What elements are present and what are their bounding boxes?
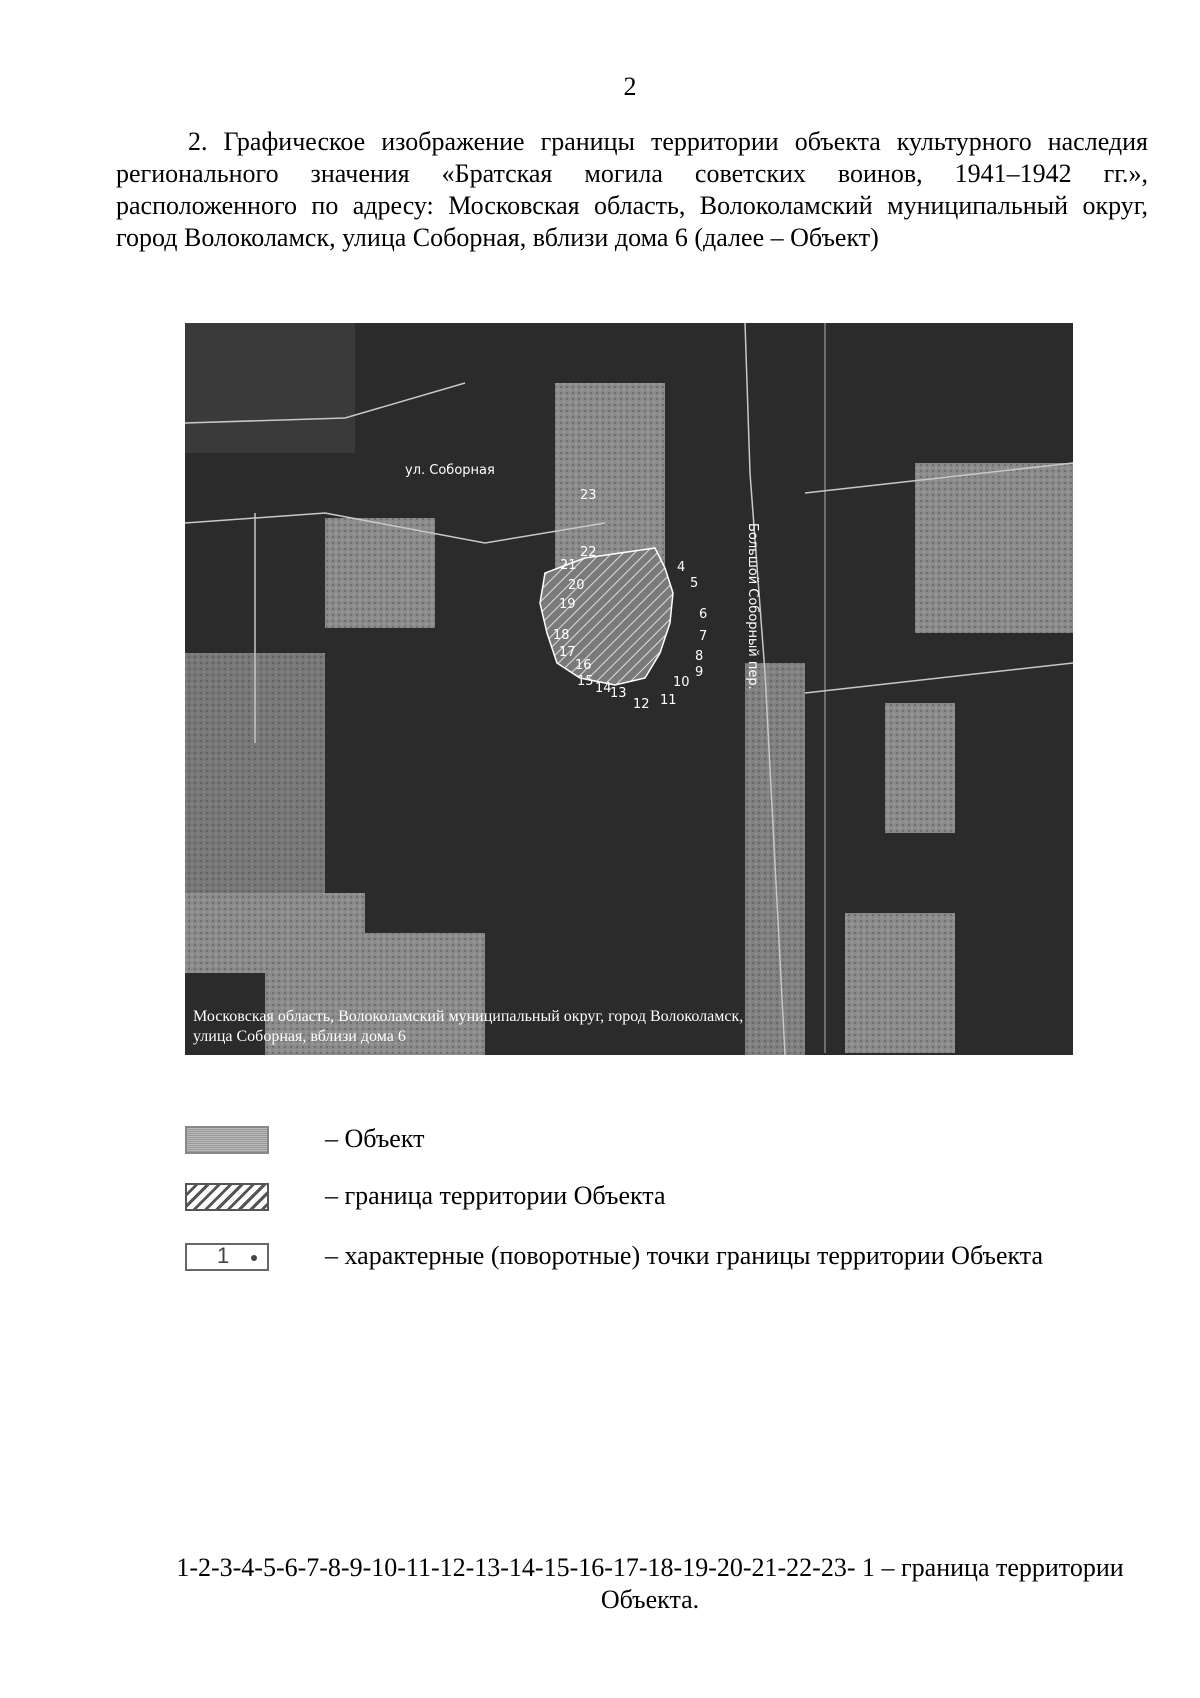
object-fill-swatch [185, 1126, 269, 1154]
map-caption [193, 1007, 743, 1047]
legend-text-boundary: – граница территории Объекта [325, 1181, 666, 1210]
point-label-7: 7 [699, 629, 708, 644]
point-marker-swatch [185, 1243, 269, 1271]
point-marker-number: 1 [217, 1243, 230, 1268]
point-label-19: 19 [559, 597, 576, 612]
page-number: 2 [623, 72, 637, 101]
point-label-5: 5 [690, 576, 699, 591]
intro-text: 2. Графическое изображение границы территории объекта культурного наследия регионального значения «Братская могила советских воинов, 1941–1942 гг.», расположенного по адресу: Московская область, Волоколамский муниципальный округ, город Волоколамск, улица Соборная, вблизи дома 6 (далее – Объект) [116, 127, 1148, 252]
map-background [185, 323, 1073, 1055]
legend-text-object: – Объект [325, 1124, 425, 1153]
point-label-9: 9 [695, 665, 704, 680]
point-label-20: 20 [568, 578, 585, 593]
point-label-22: 22 [580, 545, 597, 560]
point-label-8: 8 [695, 649, 704, 664]
aerial-map [185, 323, 1073, 1055]
point-label-16: 16 [575, 658, 592, 673]
point-label-11: 11 [660, 693, 677, 708]
point-label-15: 15 [577, 674, 594, 689]
point-label-10: 10 [673, 675, 690, 690]
point-marker-dot-icon [251, 1255, 257, 1261]
intro-paragraph [116, 126, 1148, 254]
boundary-sequence-note: 1-2-3-4-5-6-7-8-9-10-11-12-13-14-15-16-17-18-19-20-21-22-23- 1 – граница территории Объекта. [176, 1553, 1124, 1614]
point-label-6: 6 [699, 607, 708, 622]
map-caption-line-2: улица Соборная, вблизи дома 6 [193, 1028, 406, 1045]
point-label-12: 12 [633, 697, 650, 712]
point-label-18: 18 [553, 628, 570, 643]
point-label-17: 17 [559, 645, 576, 660]
street-label-sobornaya: ул. Соборная [405, 463, 495, 478]
map-caption-line-1: Московская область, Волоколамский муниципальный округ, город Волоколамск, [193, 1008, 744, 1025]
point-label-13: 13 [610, 686, 627, 701]
point-label-23: 23 [580, 488, 597, 503]
street-label-bolshoy-sobornyy: Большой Соборный пер. [745, 523, 760, 690]
legend-text-points: – характерные (поворотные) точки границы территории Объекта [325, 1241, 1044, 1270]
hatched-boundary-swatch [185, 1183, 269, 1211]
point-label-14: 14 [595, 681, 612, 696]
point-label-4: 4 [677, 560, 686, 575]
point-label-21: 21 [560, 558, 577, 573]
